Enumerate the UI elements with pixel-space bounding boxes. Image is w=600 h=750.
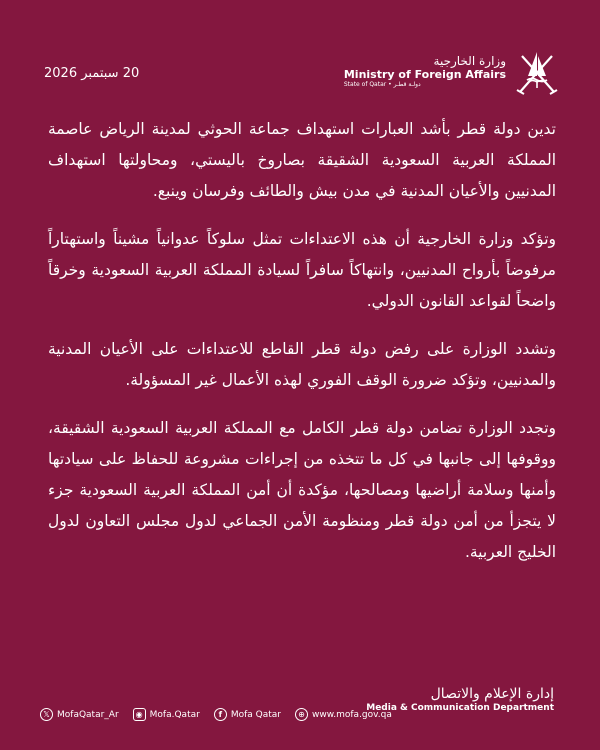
department-name-ar: إدارة الإعلام والاتصال (430, 686, 554, 702)
ministry-wordmark (344, 55, 506, 88)
social-link-instagram[interactable] (133, 708, 200, 721)
social-handle: MofaQatar_Ar (57, 709, 119, 720)
statement-body (48, 114, 556, 585)
statement-paragraph: وتؤكد وزارة الخارجية أن هذه الاعتداءات تمثل سلوكاً عدوانياً مشيناً واستهتاراً مرفوضاً بأرواح المدنيين، وانتهاكاً سافراً لسيادة المملكة العربية السعودية وخرقاً واضحاً لقواعد القانون الدولي. (48, 230, 556, 310)
statement-paragraph: وتشدد الوزارة على رفض دولة قطر القاطع للاعتداءات على الأعيان المدنية والمدنيين، وتؤكد ضرورة الوقف الفوري لهذه الأعمال غير المسؤولة. (48, 340, 556, 389)
social-link-x[interactable] (40, 708, 119, 721)
ministry-logo (344, 46, 560, 98)
ministry-name-ar: وزارة الخارجية (433, 54, 506, 69)
ministry-name-en: Ministry of Foreign Affairs (343, 68, 506, 82)
instagram-icon: ◉ (133, 708, 146, 721)
social-links (40, 708, 392, 721)
social-link-website[interactable] (295, 708, 392, 721)
facebook-icon: f (214, 708, 227, 721)
state-of-qatar-line: State of Qatar • دولـة قطـر (343, 80, 421, 88)
department-signature (366, 686, 554, 714)
x-twitter-icon: 𝕏 (40, 708, 53, 721)
qatar-emblem-icon (514, 46, 560, 98)
department-name-en: Media & Communication Department (366, 702, 554, 713)
website-url: www.mofa.gov.qa (312, 709, 392, 720)
social-link-facebook[interactable] (214, 708, 281, 721)
social-handle: Mofa.Qatar (149, 709, 200, 720)
statement-paragraph: تدين دولة قطر بأشد العبارات استهداف جماعة الحوثي لمدينة الرياض عاصمة المملكة العربية السعودية الشقيقة بصاروخ باليستي، ومحاولتها استهداف المدنيين والأعيان المدنية في مدن بيش والطائف وفرسان وينبع. (48, 120, 556, 200)
statement-date: 20 سبتمبر 2026 (44, 66, 140, 81)
globe-icon: ⊕ (295, 708, 308, 721)
social-handle: Mofa Qatar (230, 709, 281, 720)
statement-paragraph: وتجدد الوزارة تضامن دولة قطر الكامل مع المملكة العربية السعودية الشقيقة، ووقوفها إلى جانبها في كل ما تتخذه من إجراءات مشروعة للحفاظ على سيادتها وأمنها وسلامة أراضيها ومصالحها، مؤكدة أن أمن المملكة العربية السعودية جزء لا يتجزأ من أمن دولة قطر ومنظومة الأمن الجماعي لدول مجلس التعاون لدول الخليج العربية. (48, 419, 556, 561)
